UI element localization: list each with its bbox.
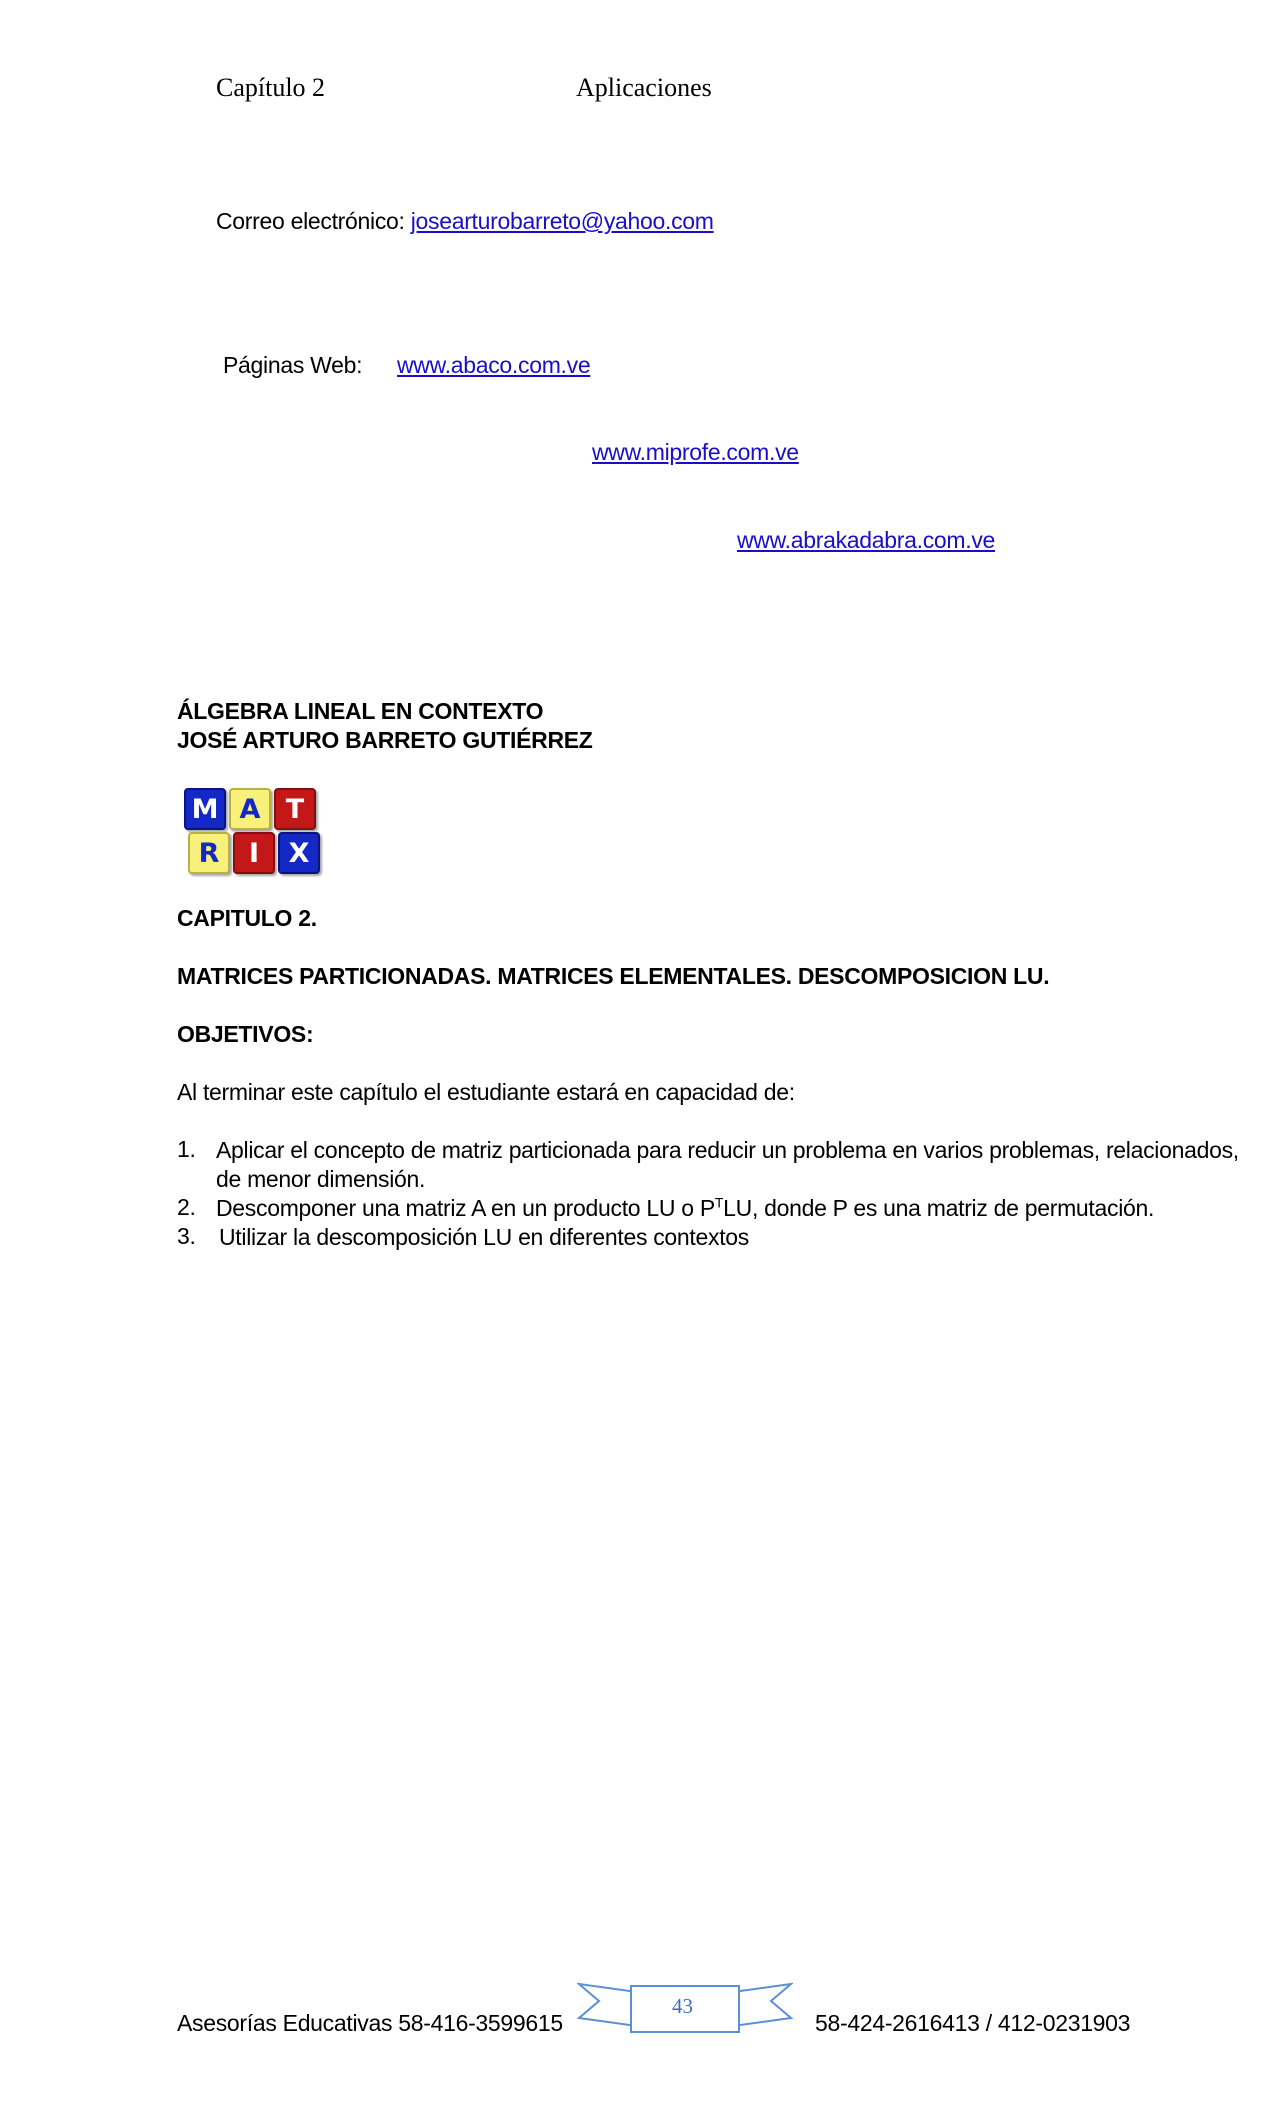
- web-link-abaco[interactable]: www.abaco.com.ve: [397, 352, 591, 378]
- objectives-intro: Al terminar este capítulo el estudiante estará en capacidad de:: [177, 1079, 795, 1105]
- book-title: ÁLGEBRA LINEAL EN CONTEXTO: [177, 698, 544, 724]
- superscript-t: T: [714, 1194, 724, 1211]
- email-label: Correo electrónico:: [216, 208, 405, 234]
- running-header-chapter: Capítulo 2: [216, 73, 326, 102]
- list-number: 3.: [177, 1223, 196, 1249]
- logo-tile-t: T: [274, 788, 316, 830]
- page-number: 43: [672, 1994, 693, 2018]
- web-link-miprofe[interactable]: www.miprofe.com.ve: [592, 439, 799, 465]
- list-text: Utilizar la descomposición LU en diferentes contextos: [219, 1224, 749, 1250]
- running-header-section: Aplicaciones: [576, 73, 712, 102]
- logo-tile-i: I: [233, 832, 275, 874]
- footer-right: 58-424-2616413 / 412-0231903: [815, 2010, 1131, 2036]
- list-number: 2.: [177, 1194, 196, 1220]
- list-text: Descomponer una matriz A en un producto LU o $P^TLU$, donde P es una matriz de permutación.: [216, 1194, 1155, 1221]
- email-line: [216, 208, 714, 235]
- logo-tile-a: A: [229, 788, 271, 830]
- chapter-subtitle: MATRICES PARTICIONADAS. MATRICES ELEMENTALES. DESCOMPOSICION LU.: [177, 963, 1050, 989]
- web-link-abrakadabra[interactable]: www.abrakadabra.com.ve: [737, 527, 996, 553]
- email-link[interactable]: josearturobarreto@yahoo.com: [410, 208, 714, 234]
- logo-tile-x: X: [278, 832, 320, 874]
- list-text: Aplicar el concepto de matriz particionada para reducir un problema en varios problemas, relacionados, de menor dimensión.: [216, 1137, 1239, 1192]
- ribbon-right-tail: [733, 1984, 791, 2026]
- matrix-logo: [181, 785, 323, 878]
- logo-tile-m: M: [184, 788, 226, 830]
- footer-left: Asesorías Educativas 58-416-3599615: [177, 2010, 563, 2036]
- list-number: 1.: [177, 1136, 196, 1162]
- chapter-heading: CAPITULO 2.: [177, 905, 317, 931]
- book-author: JOSÉ ARTURO BARRETO GUTIÉRREZ: [177, 727, 593, 753]
- web-label: Páginas Web:: [223, 352, 363, 378]
- objectives-heading: OBJETIVOS:: [177, 1021, 314, 1047]
- ribbon-left-tail: [579, 1984, 637, 2026]
- logo-tile-r: R: [188, 832, 230, 874]
